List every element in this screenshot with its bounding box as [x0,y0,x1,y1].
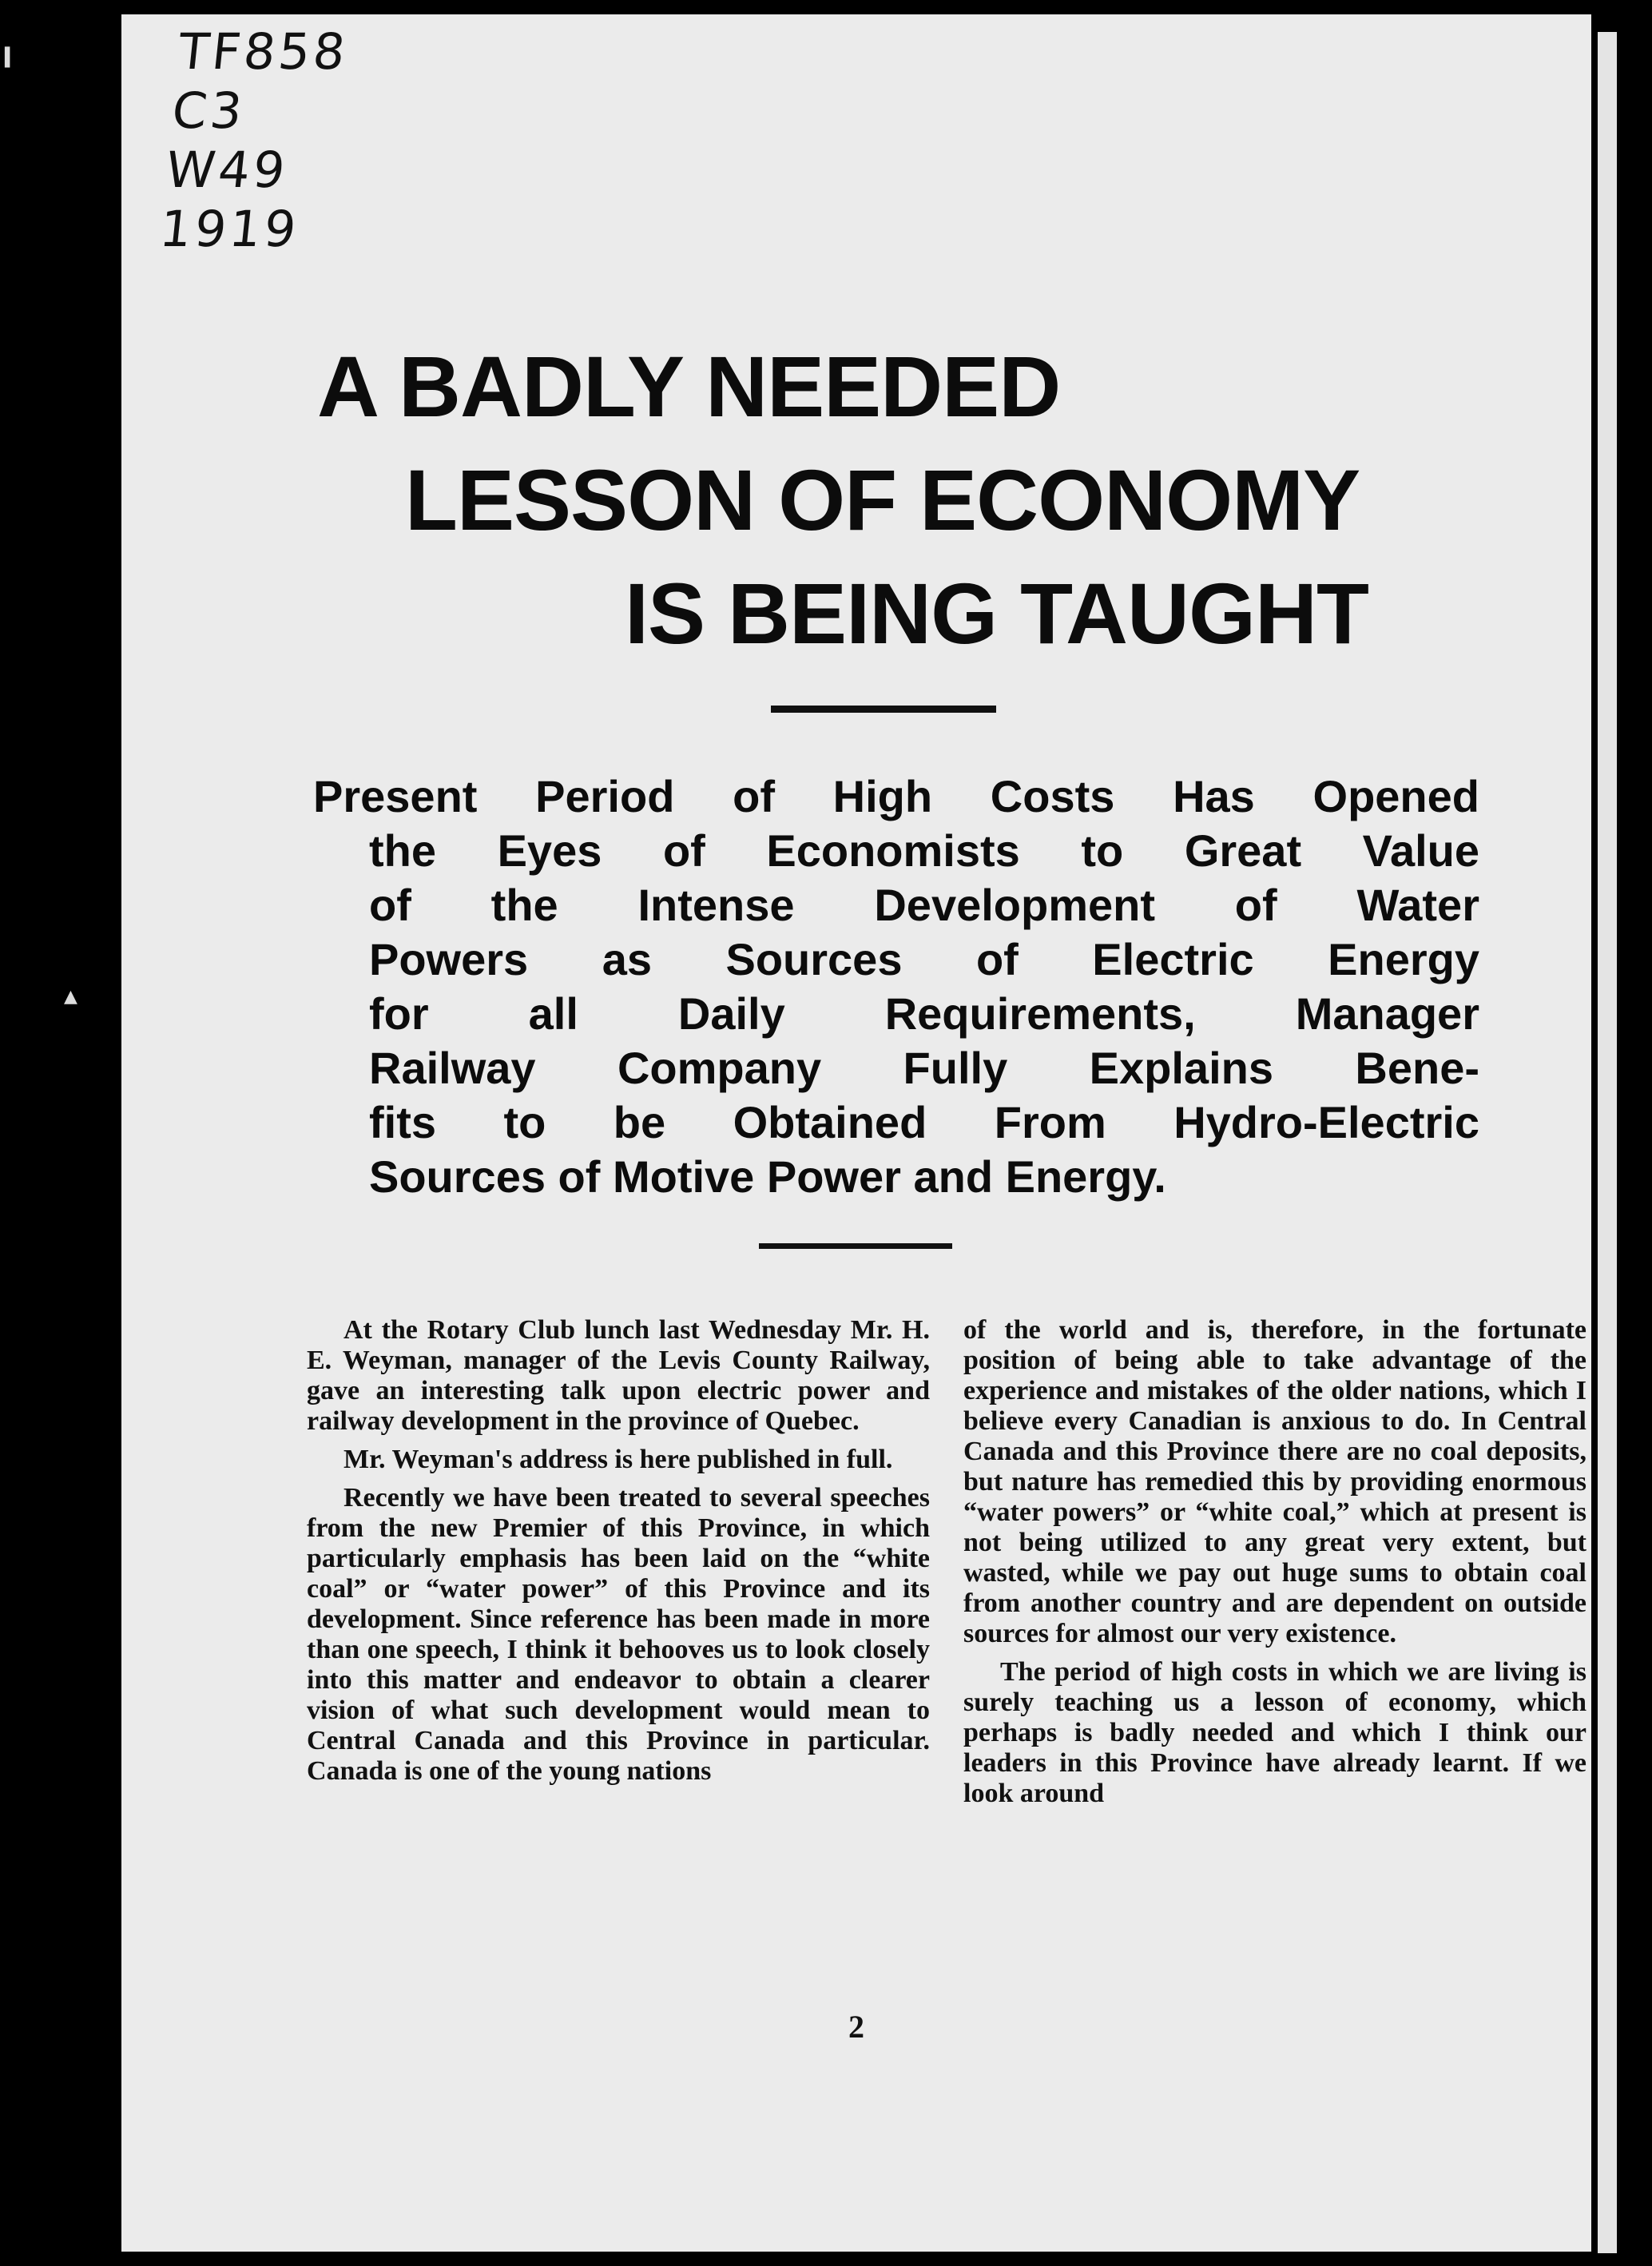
page-number: 2 [848,2009,864,2045]
headline-line-3: IS BEING TAUGHT [625,565,1369,662]
divider-rule-bottom [759,1243,952,1249]
divider-rule-top [771,706,996,713]
left-column [307,1315,930,1795]
call-number-line: C3 [169,81,248,140]
subheading-line: fits to be Obtained From Hydro-Electric [369,1097,1479,1147]
subheading-line: Railway Company Fully Explains Bene- [369,1043,1479,1093]
adjacent-page-edge [1598,32,1617,2253]
subheading-line: for all Daily Requirements, Manager [369,988,1479,1039]
subheading-line: Powers as Sources of Electric Energy [369,934,1479,984]
headline-line-2: LESSON OF ECONOMY [405,451,1360,548]
call-number-line: 1919 [157,200,303,258]
document-page [121,14,1591,2252]
right-column [963,1315,1586,1817]
subheading-line: Sources of Motive Power and Energy. [369,1151,1166,1202]
call-number-line: TF858 [175,22,351,81]
subheading-line: Present Period of High Costs Has Opened [313,771,1479,821]
paragraph: of the world and is, therefore, in the fortunate position of being able to take advantage of the experience and mistakes of the older nations, which I believe every Canadian is anxious to do. In Central Canada and this Province there are no coal deposits, but nature has remedied this by providing enormous “water powers” or “white coal,” which at present is not being utilized to any great very extent, but wasted, while we pay out huge sums to obtain coal from another country and are dependent on outside sources for almost our very existence. [963,1315,1586,1648]
edge-mark-middle: ▲ [64,987,77,1007]
page-title [121,330,1591,670]
paragraph: Mr. Weyman's address is here published in full. [344,1445,893,1474]
edge-mark-top: ▍ [5,48,18,68]
subheading [313,769,1479,1204]
subheading-line: the Eyes of Economists to Great Value [369,825,1479,876]
paragraph: Recently we have been treated to several speeches from the new Premier of this Province, in which particularly emphasis has been laid on the “white coal” or “water power” of this Province and its development. Since reference has been made in more than one speech, I think it behooves us to look closely into this matter and endeavor to obtain a clearer vision of what such development would mean to Central Canada and this Province in particular. Canada is one of the young nations [307,1483,930,1786]
subheading-line: of the Intense Development of Water [369,880,1479,930]
handwritten-call-number [157,22,453,259]
paragraph: The period of high costs in which we are living is surely teaching us a lesson of economy, which perhaps is badly needed and which I think our leaders in this Province have already learnt. If we look around [963,1657,1586,1808]
call-number-line: W49 [163,141,292,199]
headline-line-1: A BADLY NEEDED [317,338,1061,435]
paragraph: At the Rotary Club lunch last Wednesday Mr. H. E. Weyman, manager of the Levis County Railway, gave an interesting talk upon electric power and railway development in the province of Quebec. [307,1315,930,1436]
